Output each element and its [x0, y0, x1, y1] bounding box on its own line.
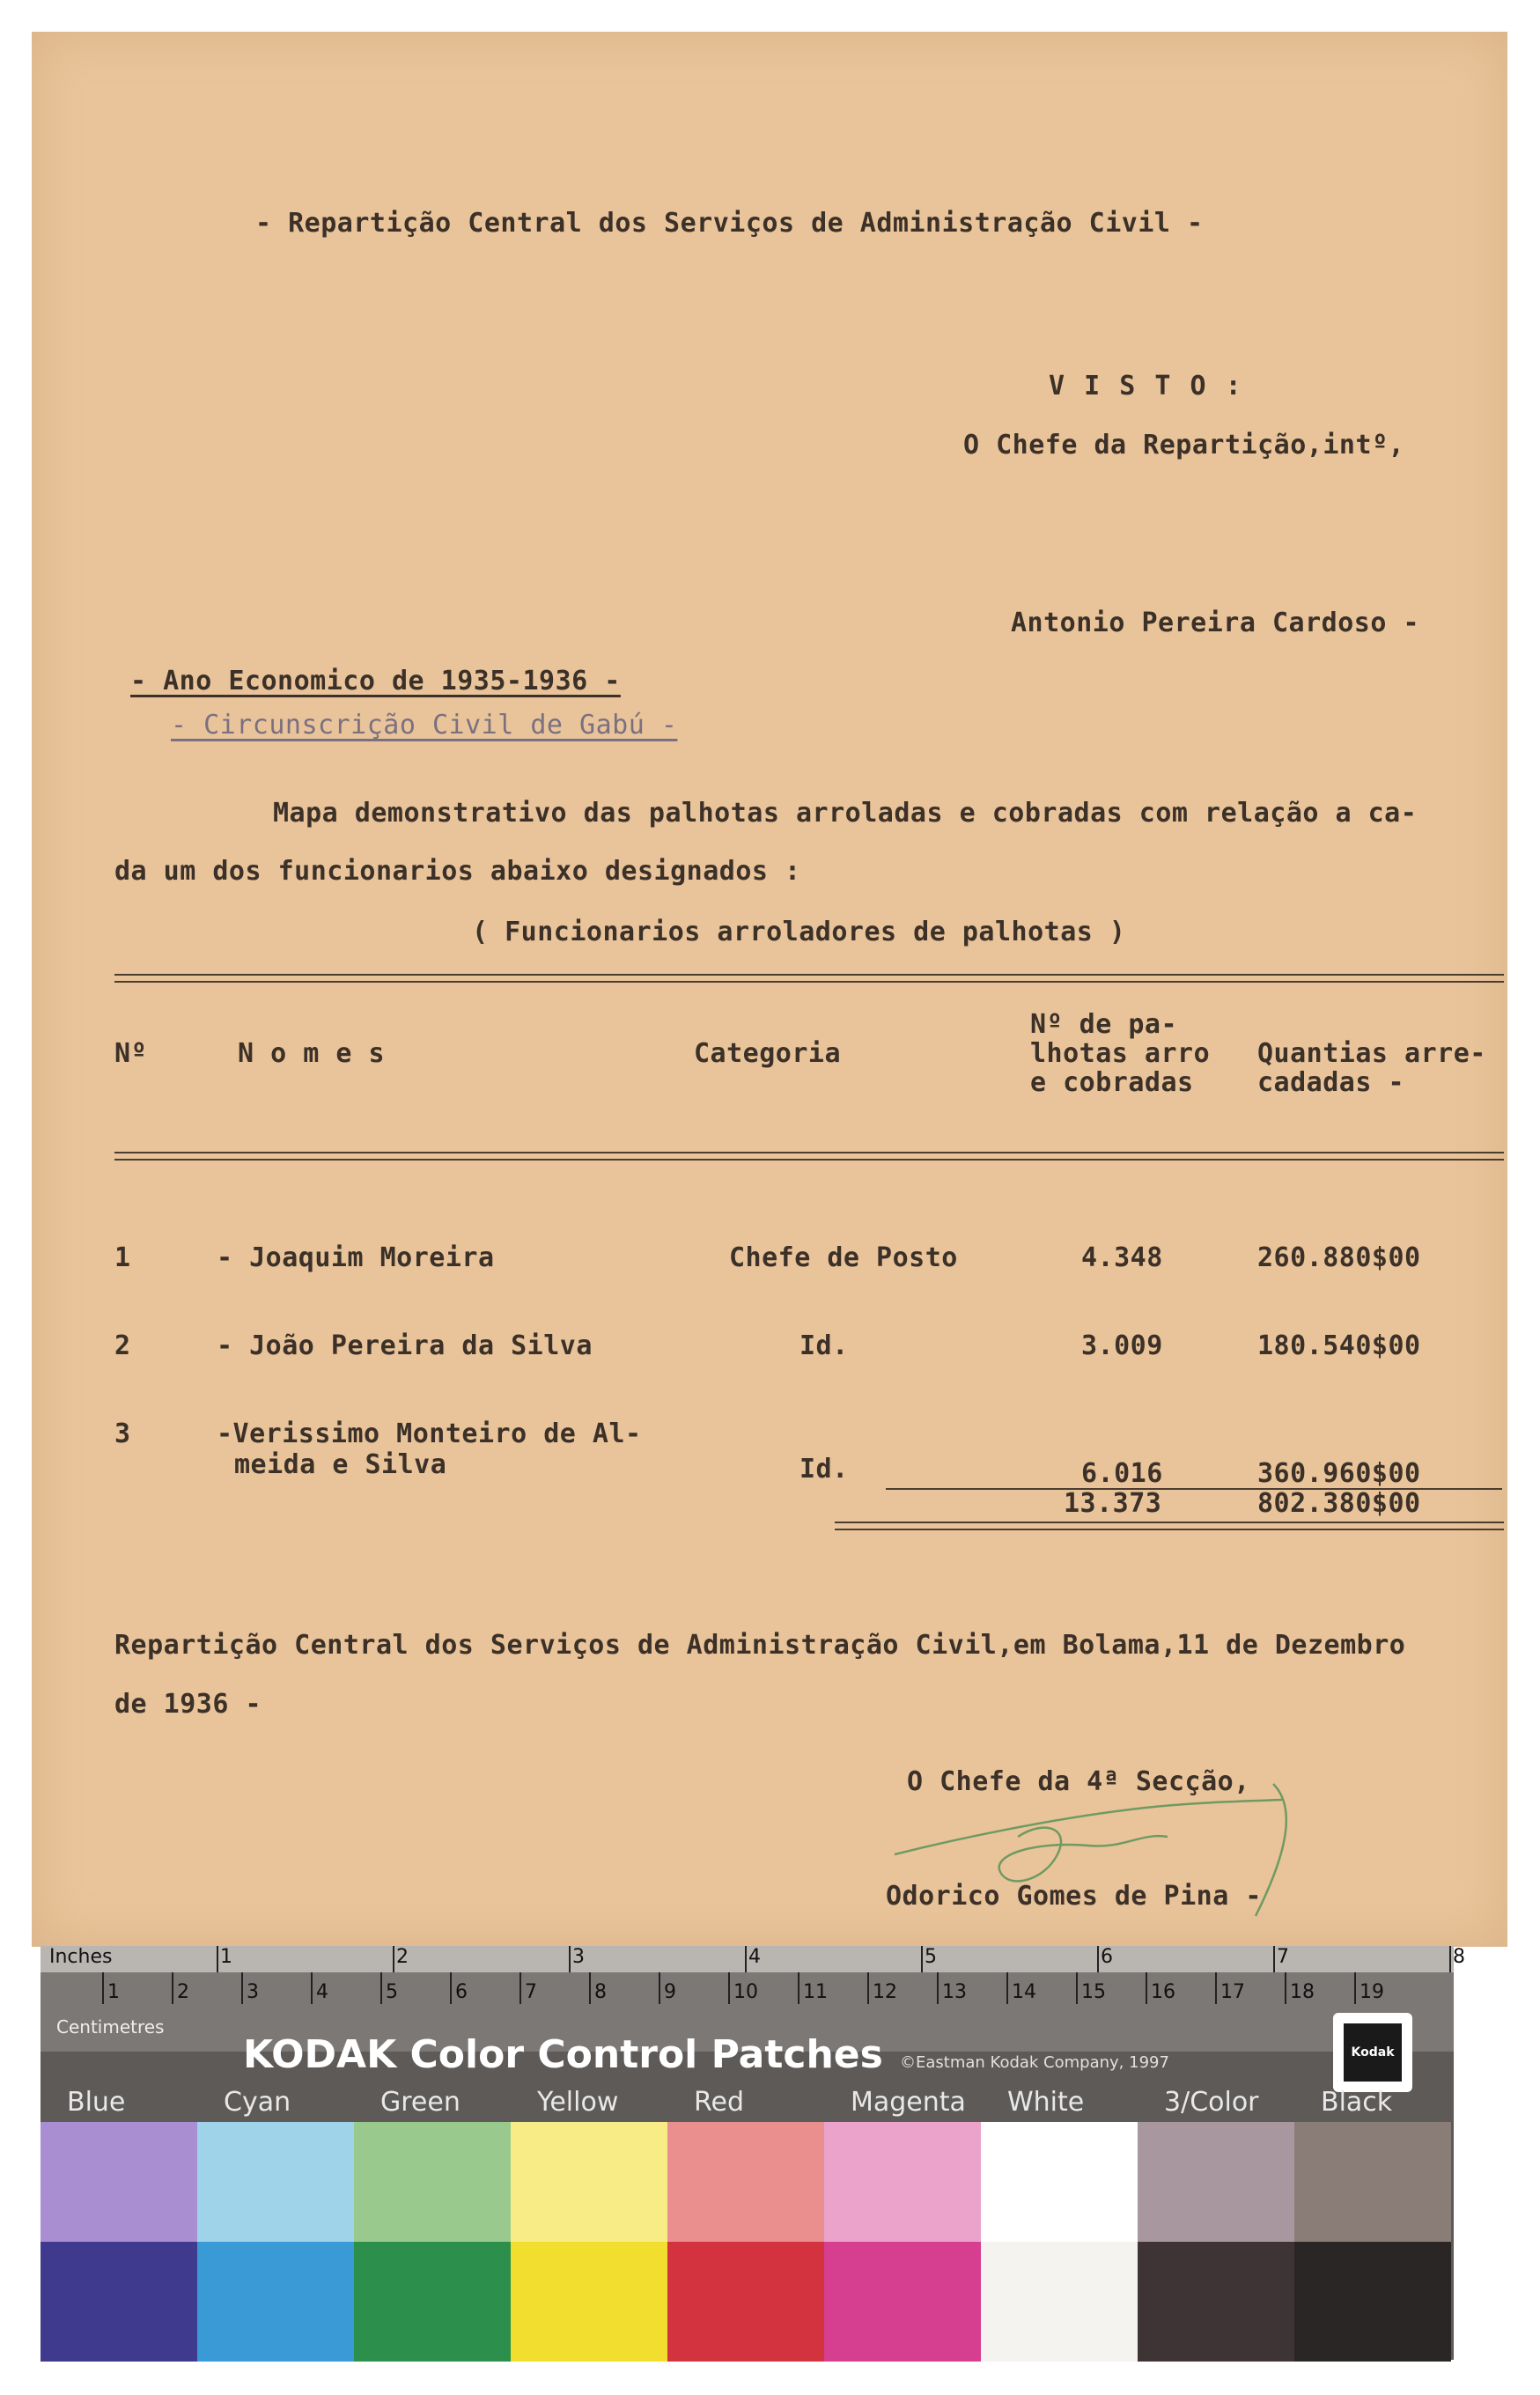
- total-amount: 802.380$00: [1257, 1488, 1421, 1519]
- col-huts-header-1: Nº de pa-: [1030, 1009, 1178, 1040]
- inch-number: 3: [572, 1946, 585, 1968]
- patch-label: Yellow: [537, 2087, 619, 2118]
- centimetres-label: Centimetres: [56, 2016, 165, 2038]
- inch-tick: [921, 1946, 923, 1972]
- inch-number: 6: [1101, 1946, 1113, 1968]
- row-1-num: 1: [114, 1242, 131, 1273]
- patch-label: Magenta: [851, 2087, 966, 2118]
- inch-number: 2: [396, 1946, 409, 1968]
- color-patch-light: [824, 2122, 981, 2242]
- col-category-header: Categoria: [694, 1038, 842, 1069]
- inch-tick: [1449, 1946, 1451, 1972]
- header-rule-bottom: [114, 1152, 1504, 1161]
- intro-line-1: Mapa demonstrativo das palhotas arroladas e cobradas com relação a ca-: [273, 798, 1418, 829]
- table-subtitle: ( Funcionarios arroladores de palhotas ): [472, 917, 1126, 947]
- cm-number: 18: [1290, 1981, 1315, 2003]
- row-3-num: 3: [114, 1419, 131, 1449]
- row-2-num: 2: [114, 1330, 131, 1361]
- cm-number: 11: [803, 1981, 828, 2003]
- color-patch-dark: [197, 2242, 354, 2362]
- row-1-amount: 260.880$00: [1257, 1242, 1421, 1273]
- inch-scale: [41, 1946, 1454, 1972]
- signatory-name: Odorico Gomes de Pina -: [886, 1881, 1262, 1912]
- cm-tick: [241, 1972, 243, 2004]
- card-title: KODAK Color Control Patches: [243, 2032, 883, 2077]
- inch-tick: [393, 1946, 394, 1972]
- cm-number: 1: [107, 1981, 120, 2003]
- header-title: - Repartição Central dos Serviços de Administração Civil -: [255, 208, 1204, 239]
- col-num-header: Nº: [114, 1038, 148, 1069]
- visto-role: O Chefe da Repartição,intº,: [963, 430, 1405, 461]
- cm-number: 12: [873, 1981, 897, 2003]
- inch-number: 1: [220, 1946, 232, 1968]
- cm-tick: [102, 1972, 104, 2004]
- patch-label: Blue: [67, 2087, 126, 2118]
- cm-tick: [659, 1972, 660, 2004]
- color-patch-light: [981, 2122, 1138, 2242]
- patch-label: White: [1007, 2087, 1085, 2118]
- inch-number: 7: [1277, 1946, 1289, 1968]
- closing-line-1: Repartição Central dos Serviços de Administração Civil,em Bolama,11 de Dezembro: [114, 1630, 1406, 1661]
- color-patch-dark: [981, 2242, 1138, 2362]
- cm-tick: [1285, 1972, 1286, 2004]
- closing-line-2: de 1936 -: [114, 1689, 262, 1720]
- cm-tick: [728, 1972, 730, 2004]
- cm-tick: [937, 1972, 939, 2004]
- cm-number: 9: [664, 1981, 676, 2003]
- cm-number: 14: [1012, 1981, 1036, 2003]
- cm-number: 15: [1081, 1981, 1106, 2003]
- cm-number: 8: [594, 1981, 607, 2003]
- cm-tick: [1146, 1972, 1147, 2004]
- color-patch-light: [511, 2122, 667, 2242]
- color-patch-dark: [511, 2242, 667, 2362]
- color-patch-dark: [824, 2242, 981, 2362]
- signatory-role: O Chefe da 4ª Secção,: [907, 1766, 1250, 1797]
- year-title: - Ano Economico de 1935-1936 -: [130, 666, 621, 696]
- patch-label: Green: [380, 2087, 461, 2118]
- district-title: - Circunscrição Civil de Gabú -: [171, 710, 678, 741]
- cm-number: 6: [455, 1981, 468, 2003]
- card-copyright: ©Eastman Kodak Company, 1997: [900, 2053, 1169, 2072]
- header-rule-top: [114, 974, 1504, 983]
- total-rule: [835, 1522, 1504, 1530]
- cm-tick: [867, 1972, 869, 2004]
- col-names-header: N o m e s: [238, 1038, 386, 1069]
- row-2-amount: 180.540$00: [1257, 1330, 1421, 1361]
- color-patch-light: [667, 2122, 824, 2242]
- cm-tick: [1006, 1972, 1008, 2004]
- color-patch-dark: [1138, 2242, 1294, 2362]
- cm-tick: [450, 1972, 452, 2004]
- cm-number: 17: [1220, 1981, 1245, 2003]
- inch-number: 5: [925, 1946, 937, 1968]
- col-huts-header-3: e cobradas: [1030, 1067, 1194, 1098]
- cm-tick: [1215, 1972, 1217, 2004]
- cm-number: 19: [1359, 1981, 1384, 2003]
- document-page: [32, 32, 1507, 1947]
- color-patch-light: [41, 2122, 197, 2242]
- col-huts-header-2: lhotas arro: [1030, 1038, 1211, 1069]
- patch-label: 3/Color: [1164, 2087, 1259, 2118]
- color-patch-dark: [41, 2242, 197, 2362]
- cm-number: 5: [386, 1981, 398, 2003]
- col-amount-header-2: cadadas -: [1257, 1067, 1405, 1098]
- cm-number: 7: [525, 1981, 537, 2003]
- color-patch-dark: [1294, 2242, 1451, 2362]
- total-huts: 13.373: [1064, 1488, 1162, 1519]
- patch-label: Black: [1321, 2087, 1393, 2118]
- cm-tick: [519, 1972, 521, 2004]
- row-1-category: Chefe de Posto: [729, 1242, 958, 1273]
- row-3-name-cont: meida e Silva: [234, 1449, 447, 1480]
- cm-tick: [1076, 1972, 1078, 2004]
- cm-number: 3: [247, 1981, 259, 2003]
- color-patch-light: [1138, 2122, 1294, 2242]
- row-3-amount: 360.960$00: [1257, 1458, 1421, 1489]
- inch-tick: [745, 1946, 747, 1972]
- row-3-category: Id.: [799, 1454, 849, 1485]
- cm-number: 10: [733, 1981, 758, 2003]
- color-patch-light: [354, 2122, 511, 2242]
- row-2-category: Id.: [799, 1330, 849, 1361]
- color-patch-light: [197, 2122, 354, 2242]
- inch-tick: [1097, 1946, 1099, 1972]
- visto-name: Antonio Pereira Cardoso -: [1011, 608, 1420, 638]
- inch-tick: [1273, 1946, 1275, 1972]
- inch-number: 8: [1453, 1946, 1465, 1968]
- row-1-name: - Joaquim Moreira: [217, 1242, 495, 1273]
- cm-tick: [172, 1972, 173, 2004]
- inch-number: 4: [748, 1946, 761, 1968]
- patch-label: Cyan: [224, 2087, 291, 2118]
- cm-number: 13: [942, 1981, 967, 2003]
- visto-label: V I S T O :: [1049, 371, 1243, 402]
- cm-number: 2: [177, 1981, 189, 2003]
- row-3-name: -Verissimo Monteiro de Al-: [217, 1419, 642, 1449]
- cm-number: 16: [1151, 1981, 1175, 2003]
- col-amount-header-1: Quantias arre-: [1257, 1038, 1486, 1069]
- row-2-huts: 3.009: [1081, 1330, 1163, 1361]
- color-patch-light: [1294, 2122, 1451, 2242]
- intro-line-2: da um dos funcionarios abaixo designados :: [114, 856, 801, 887]
- cm-number: 4: [316, 1981, 328, 2003]
- inches-label: Inches: [49, 1946, 113, 1968]
- inch-tick: [217, 1946, 218, 1972]
- inch-tick: [569, 1946, 571, 1972]
- row-3-huts: 6.016: [1081, 1458, 1163, 1489]
- kodak-color-card: [41, 1946, 1465, 2360]
- cm-tick: [380, 1972, 382, 2004]
- cm-tick: [311, 1972, 313, 2004]
- color-patch-dark: [667, 2242, 824, 2362]
- kodak-logo: Kodak: [1333, 2013, 1412, 2092]
- cm-tick: [1354, 1972, 1356, 2004]
- row-1-huts: 4.348: [1081, 1242, 1163, 1273]
- color-patch-dark: [354, 2242, 511, 2362]
- cm-tick: [798, 1972, 799, 2004]
- patch-label: Red: [694, 2087, 744, 2118]
- row-2-name: - João Pereira da Silva: [217, 1330, 593, 1361]
- cm-tick: [589, 1972, 591, 2004]
